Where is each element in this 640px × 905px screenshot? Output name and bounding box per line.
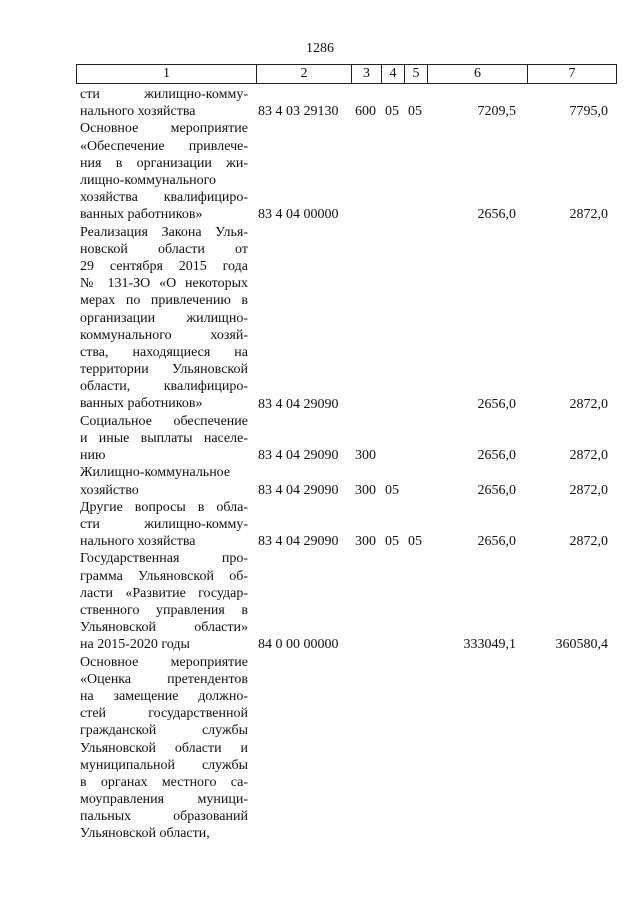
row-code: 84 0 00 00000 [258,637,339,653]
row-col-7: 2872,0 [569,482,608,498]
row-code: 83 4 04 00000 [258,207,339,223]
row-description [80,413,248,465]
row-description [80,550,248,653]
description-line: хозяйства квалифициро- [80,190,248,206]
description-line: Жилищно-коммунальное [80,465,231,481]
description-line: на замещение должно- [80,688,248,704]
row-code: 83 4 04 29090 [258,396,339,412]
description-line: и иные выплаты населе- [80,430,248,446]
header-col-2: 2 [257,65,352,83]
description-line: сти жилищно-комму- [80,516,248,532]
description-line: гражданской службы [80,723,248,739]
header-col-4: 4 [382,65,405,83]
description-line: ственного управления в [80,602,248,618]
description-line: организации жилищно- [80,310,248,326]
description-line: Социальное обеспечение [80,413,248,429]
header-col-1: 1 [77,65,257,83]
description-line: Другие вопросы в обла- [80,499,248,515]
description-line: Основное мероприятие [80,121,248,137]
description-line: сти жилищно-комму- [80,87,248,102]
description-line: ния в организации жи- [80,155,248,171]
row-col-4: 05 [385,534,399,550]
description-line: ласти «Развитие государ- [80,585,248,601]
description-line: Ульяновской области» [80,620,248,636]
row-col-3: 300 [355,448,376,464]
description-line: коммунального хозяй- [80,327,248,343]
description-line: ванных работников» [80,207,203,223]
header-col-5: 5 [405,65,428,83]
row-col-4: 05 [385,104,399,120]
row-col-3: 300 [355,482,376,498]
description-line: ства, находящиеся на [80,344,248,360]
description-line: 29 сентября 2015 года [80,258,248,274]
row-col-5: 05 [408,534,422,550]
row-col-7: 2872,0 [569,534,608,550]
row-col-7: 2872,0 [569,448,608,464]
row-col-6: 2656,0 [477,534,516,550]
row-col-6: 7209,5 [477,104,516,120]
description-line: на 2015-2020 годы [80,637,190,653]
page-number: 1286 [306,41,334,56]
description-line: стей государственной [80,706,248,722]
description-line: Реализация Закона Улья- [80,224,248,240]
description-line: Ульяновской области, [80,826,210,842]
description-line: новской области от [80,241,248,257]
description-line: пальных образований [80,809,248,825]
table-header [76,64,617,84]
description-line: лищно-коммунального [80,172,217,188]
row-col-7: 7795,0 [569,104,608,120]
description-line: Основное мероприятие [80,654,248,670]
row-col-6: 333049,1 [463,637,516,653]
header-col-3: 3 [352,65,382,83]
description-line: области, квалифициро- [80,379,248,395]
description-line: ванных работников» [80,396,203,412]
row-description [80,224,248,413]
description-line: нального хозяйства [80,104,196,120]
row-code: 83 4 04 29090 [258,534,339,550]
description-line: территории Ульяновской [80,362,248,378]
row-col-7: 360580,4 [555,637,608,653]
description-line: моуправления муници- [80,792,248,808]
row-description [80,654,248,843]
row-description [80,499,248,551]
row-col-6: 2656,0 [477,482,516,498]
row-description [80,464,248,498]
row-col-3: 300 [355,534,376,550]
row-code: 83 4 03 29130 [258,104,339,120]
description-line: в органах местного са- [80,774,248,790]
description-line: хозяйство [80,482,139,498]
row-col-4: 05 [385,482,399,498]
description-line: грамма Ульяновской об- [80,568,248,584]
description-line: нального хозяйства [80,534,196,550]
row-col-7: 2872,0 [569,396,608,412]
row-description [80,120,248,223]
description-line: «Оценка претендентов [80,671,248,687]
description-line: «Обеспечение привлече- [80,138,248,154]
description-line: мерах по привлечению в [80,293,248,309]
row-code: 83 4 04 29090 [258,448,339,464]
row-col-6: 2656,0 [477,207,516,223]
description-line: Ульяновской области и [80,740,248,756]
description-line: нию [80,448,106,464]
row-col-5: 05 [408,104,422,120]
row-col-3: 600 [355,104,376,120]
header-col-7: 7 [568,66,576,81]
description-line: Государственная про- [80,551,248,567]
row-code: 83 4 04 29090 [258,482,339,498]
row-col-6: 2656,0 [477,448,516,464]
row-description [80,86,248,120]
header-col-6: 6 [428,65,528,83]
description-line: муниципальной службы [80,757,248,773]
row-col-7: 2872,0 [569,207,608,223]
description-line: № 131-ЗО «О некоторых [80,276,248,292]
row-col-6: 2656,0 [477,396,516,412]
